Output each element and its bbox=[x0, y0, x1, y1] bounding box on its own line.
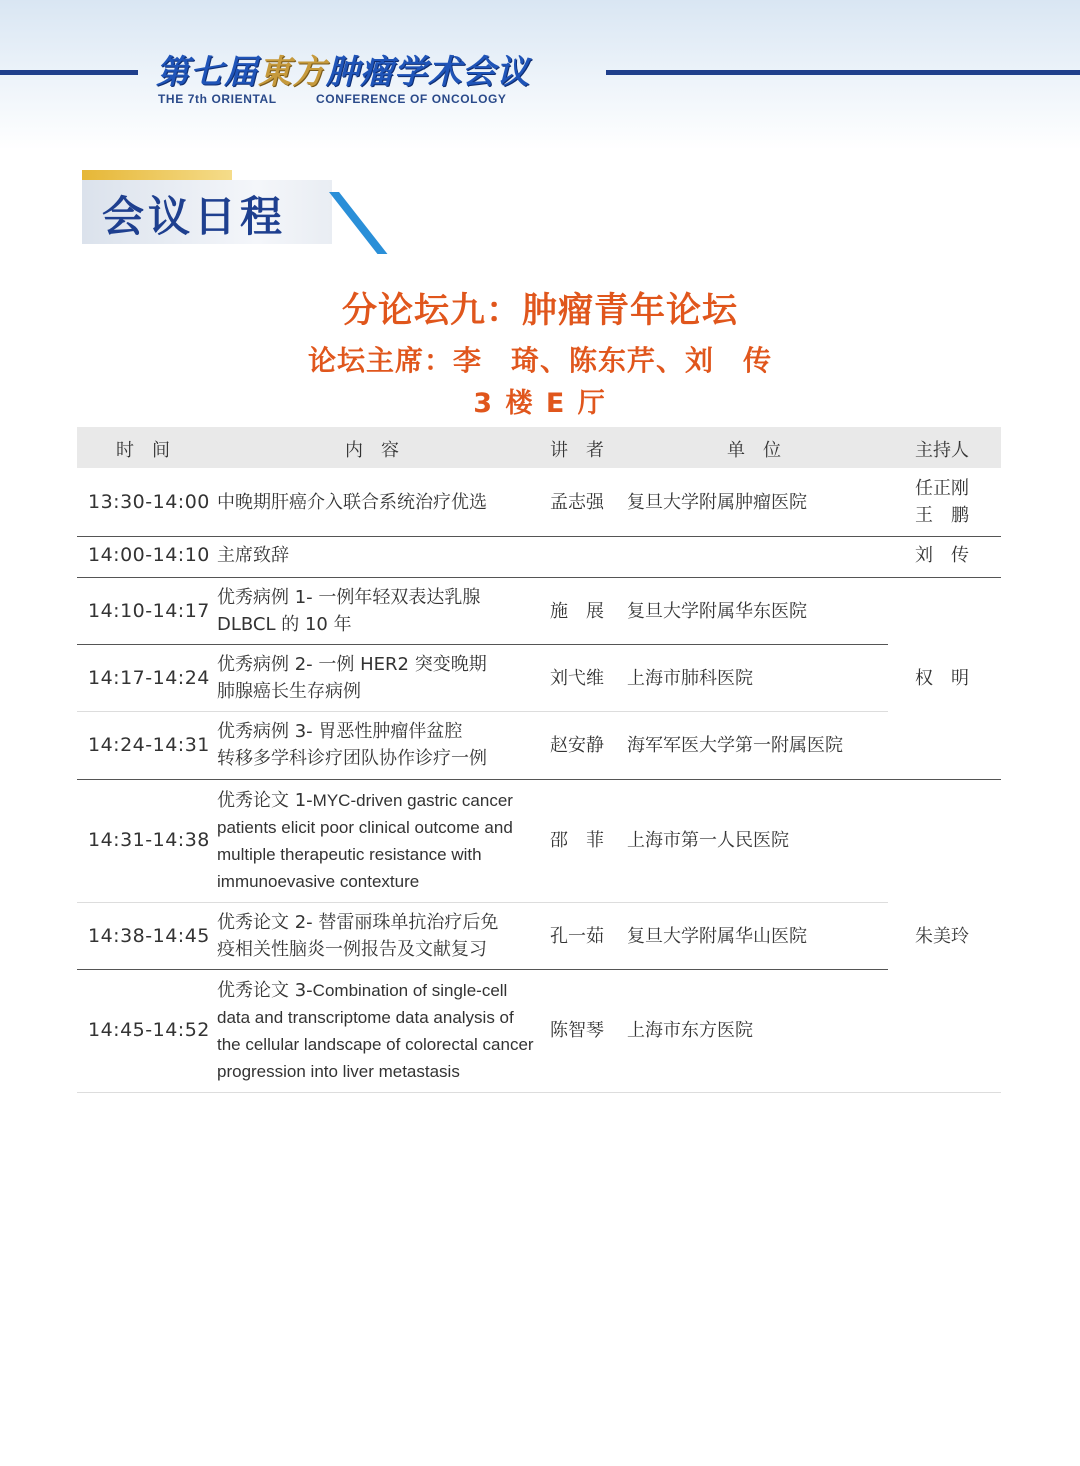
section-heading bbox=[82, 170, 372, 245]
table-row: 14:45-14:52 优秀论文 3-Combination of single-cell data and transcriptome data analysis of the cellular landscape of colorectal cancer progression into liver metastasis 陈智琴 上海市东方医院 bbox=[88, 980, 753, 1081]
table-row: 14:24-14:31 优秀病例 3- 胃恶性肿瘤伴盆腔 转移多学科诊疗团队协作诊疗一例 赵安静 海军军医大学第一附属医院 bbox=[88, 721, 843, 769]
col-header-content: 内 容 bbox=[345, 440, 399, 461]
col-header-speaker: 讲 者 bbox=[550, 440, 604, 461]
table-bottom-rule bbox=[77, 1092, 1001, 1093]
col-header-time: 时 间 bbox=[116, 440, 170, 461]
col-header-host: 主持人 bbox=[915, 440, 969, 461]
table-row: 14:31-14:38 优秀论文 1-MYC-driven gastric cancer patients elicit poor clinical outcome and multiple therapeutic resistance with immunoevasive contexture 邵 菲 上海市第一人民医院 bbox=[88, 790, 789, 891]
host-name: 朱美玲 bbox=[915, 926, 969, 947]
section-label: 会议日程 bbox=[102, 192, 287, 241]
table-row: 14:10-14:17 优秀病例 1- 一例年轻双表达乳腺 DLBCL 的 10 年 施 展 复旦大学附属华东医院 bbox=[88, 587, 807, 635]
col-header-unit: 单 位 bbox=[727, 440, 781, 461]
host-name: 权 明 bbox=[915, 668, 969, 689]
table-row: 14:38-14:45 优秀论文 2- 替雷丽珠单抗治疗后免 疫相关性脑炎一例报告及文献复习 孔一茹 复旦大学附属华山医院 bbox=[88, 912, 807, 960]
schedule-table bbox=[77, 427, 1001, 1081]
conference-logo-english-right: CONFERENCE OF ONCOLOGY bbox=[316, 92, 507, 106]
section-gold-bar bbox=[82, 170, 232, 180]
conference-logo-title: 第七届東方肿瘤学术会议 bbox=[156, 52, 530, 91]
forum-location: 3 楼 E 厅 bbox=[473, 388, 607, 419]
forum-chair: 论坛主席：李 琦、陈东芹、刘 传 bbox=[307, 344, 772, 377]
forum-title: 分论坛九：肿瘤青年论坛 bbox=[341, 291, 738, 331]
table-header bbox=[77, 427, 1001, 468]
table-row: 14:17-14:24 优秀病例 2- 一例 HER2 突变晚期 肺腺癌长生存病例 刘弋维 上海市肺科医院 bbox=[88, 654, 753, 702]
section-slash-accent bbox=[329, 192, 387, 254]
table-row: 14:00-14:10 主席致辞 刘 传 bbox=[88, 544, 969, 566]
table-row: 13:30-14:00 中晚期肝癌介入联合系统治疗优选 孟志强 复旦大学附属肿瘤医院 任正刚 王 鹏 bbox=[88, 478, 969, 526]
conference-logo-english-left: THE 7th ORIENTAL bbox=[158, 92, 277, 106]
header-rule-right bbox=[606, 70, 1080, 75]
header-rule-left bbox=[0, 70, 138, 75]
